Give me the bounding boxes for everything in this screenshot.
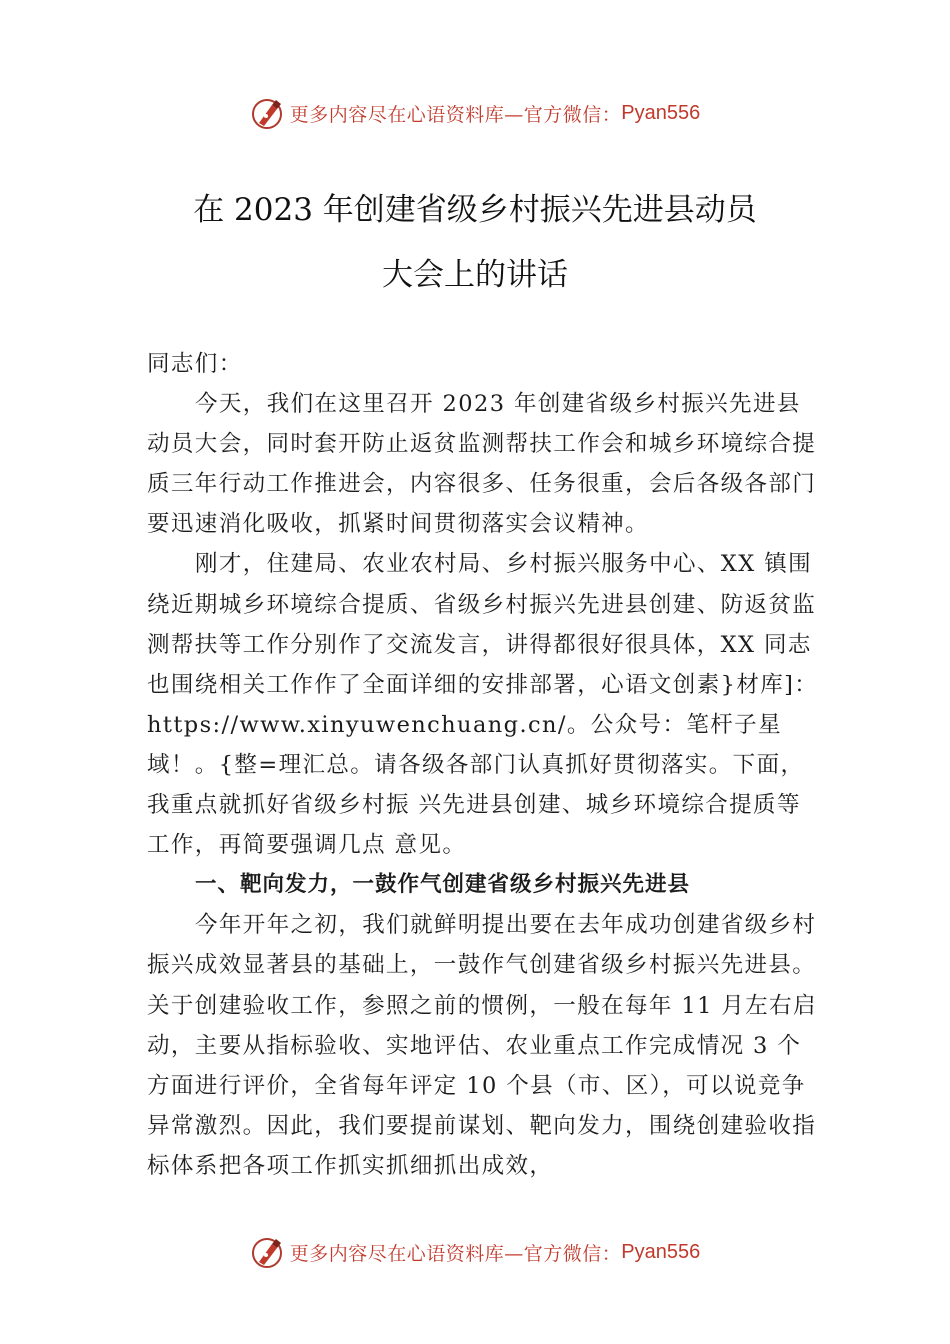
document-title-line-1: 在 2023 年创建省级乡村振兴先进县动员	[193, 192, 757, 228]
watermark-banner-top	[0, 93, 950, 133]
pen-nib-logo-icon	[250, 96, 284, 130]
section-1-paragraph: 今年开年之初，我们就鲜明提出要在去年成功创建省级乡村振兴成效显著县的基础上，一鼓作气创建省级乡村振兴先进县。关于创建验收工作，参照之前的惯例，一般在每年 11 月左右启动，主要从指标验收、实地评估、农业重点工作完成情况 3 个方面进行评价，全省每年评定 10 个县（市、区），可以说竞争异常激烈。因此，我们要提前谋划、靶向发力，围绕创建验收指标体系把各项工作抓实抓细抓出成效，	[147, 912, 817, 1179]
watermark-account: Pyan556	[621, 1240, 701, 1263]
watermark-text: 更多内容尽在心语资料库—官方微信：	[289, 103, 622, 126]
document-body	[147, 344, 823, 1186]
paragraph-1: 今天，我们在这里召开 2023 年创建省级乡村振兴先进县动员大会，同时套开防止返贫监测帮扶工作会和城乡环境综合提质三年行动工作推进会，内容很多、任务很重，会后各级各部门要迅速消化吸收，抓紧时间贯彻落实会议精神。	[147, 391, 817, 538]
paragraph-2: 刚才，住建局、农业农村局、乡村振兴服务中心、XX 镇围绕近期城乡环境综合提质、省级乡村振兴先进县创建、防返贫监测帮扶等工作分别作了交流发言，讲得都很好很具体，XX 同志也围绕相关工作作了全面详细的安排部署，心语文创素}材库]：https://www.xinyuwenchuang.cn/。公众号：笔杆子星域！。{整=理汇总。请各级各部门认真抓好贯彻落实。下面，我重点就抓好省级乡村振 兴先进县创建、城乡环境综合提质等工作，再简要强调几点 意见。	[147, 551, 819, 859]
section-heading-1: 一、靶向发力，一鼓作气创建省级乡村振兴先进县	[195, 872, 691, 898]
document-title-line-2: 大会上的讲话	[382, 257, 568, 293]
pen-nib-logo-icon	[250, 1235, 284, 1269]
watermark-text: 更多内容尽在心语资料库—官方微信：	[289, 1242, 622, 1265]
watermark-account: Pyan556	[621, 101, 701, 124]
watermark-banner-bottom	[0, 1232, 950, 1272]
salutation: 同志们：	[147, 351, 243, 377]
